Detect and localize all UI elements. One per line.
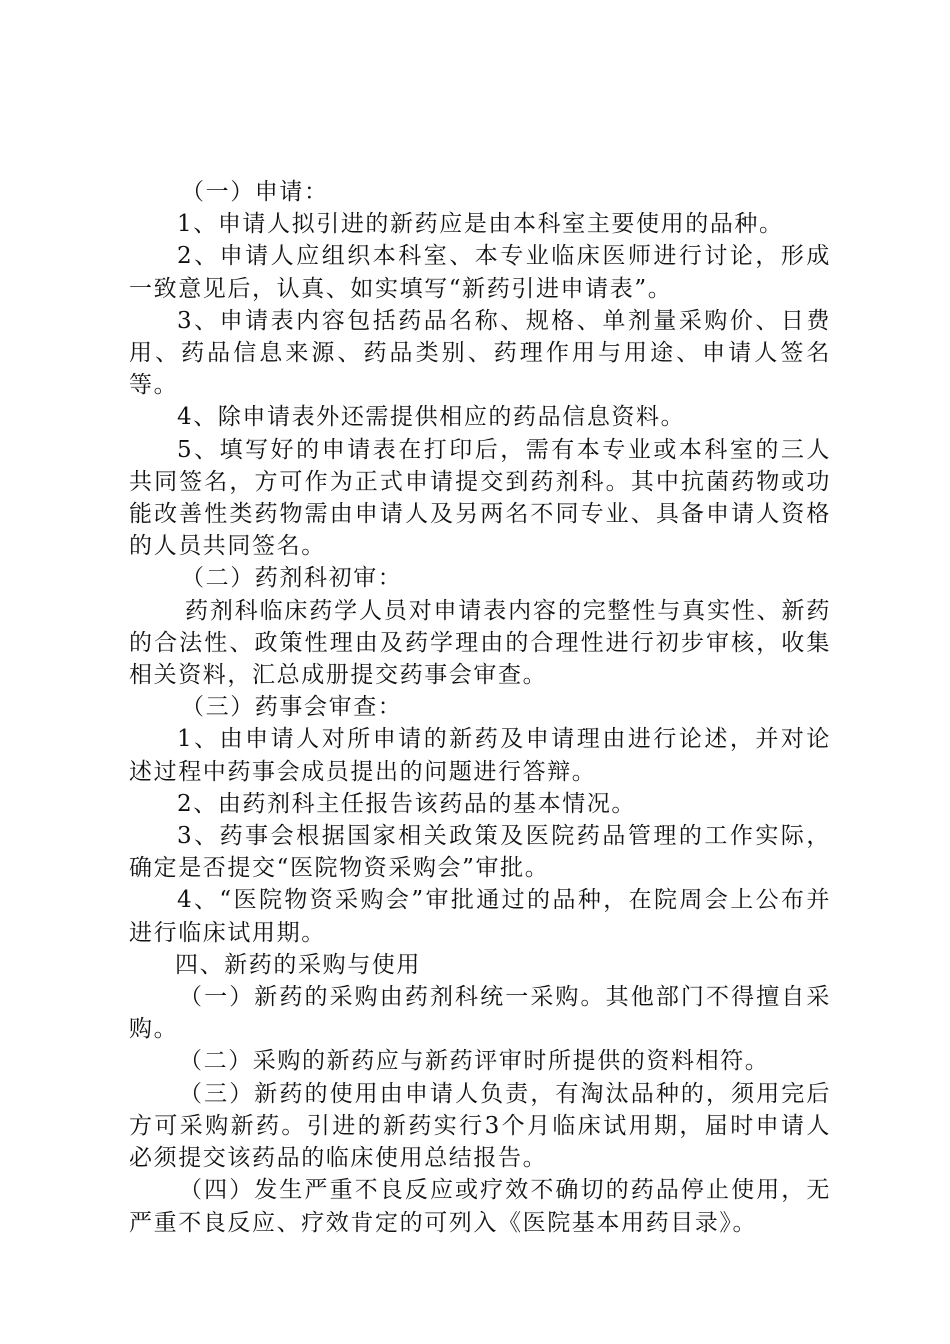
paragraph: 4、除申请表外还需提供相应的药品信息资料。 <box>177 404 686 431</box>
paragraph: （四）发生严重不良反应或疗效不确切的药品停止使用，无严重不良反应、疗效肯定的可列入《医院基本用药目录》。 <box>129 1177 831 1236</box>
paragraph: （三）新药的使用由申请人负责，有淘汰品种的，须用完后方可采购新药。引进的新药实行3个月临床试用期，届时申请人必须提交该药品的临床使用总结报告。 <box>129 1080 831 1172</box>
paragraph: 2、由药剂科主任报告该药品的基本情况。 <box>177 790 637 817</box>
paragraph: 3、申请表内容包括药品名称、规格、单剂量采购价、日费用、药品信息来源、药品类别、药理作用与用途、申请人签名等。 <box>129 307 831 399</box>
paragraph: 4、“医院物资采购会”审批通过的品种，在院周会上公布并进行临床试用期。 <box>129 887 831 946</box>
paragraph: （二）采购的新药应与新药评审时所提供的资料相符。 <box>179 1048 770 1075</box>
section-heading-pharmacy-review: （二）药剂科初审： <box>181 565 403 592</box>
paragraph: 3、药事会根据国家相关政策及医院药品管理的工作实际，确定是否提交“医院物资采购会”审批。 <box>129 823 831 882</box>
paragraph: 药剂科临床药学人员对申请表内容的完整性与真实性、新药的合法性、政策性理由及药学理由的合理性进行初步审核，收集相关资料，汇总成册提交药事会审查。 <box>129 597 831 689</box>
chapter-heading-purchase-and-use: 四、新药的采购与使用 <box>175 951 421 978</box>
paragraph: 2、申请人应组织本科室、本专业临床医师进行讨论，形成一致意见后，认真、如实填写“新药引进申请表”。 <box>129 243 831 302</box>
paragraph: 5、填写好的申请表在打印后，需有本专业或本科室的三人共同签名，方可作为正式申请提交到药剂科。其中抗菌药物或功能改善性类药物需由申请人及另两名不同专业、具备申请人资格的人员共同签名。 <box>129 436 831 560</box>
paragraph: （一）新药的采购由药剂科统一采购。其他部门不得擅自采购。 <box>129 984 831 1043</box>
document-body <box>129 176 831 1239</box>
paragraph: 1、由申请人对所申请的新药及申请理由进行论述，并对论述过程中药事会成员提出的问题进行答辩。 <box>129 726 831 785</box>
paragraph: 1、申请人拟引进的新药应是由本科室主要使用的品种。 <box>177 211 784 238</box>
section-heading-application: （一）申请： <box>181 179 329 205</box>
section-heading-committee-review: （三）药事会审查： <box>181 694 403 721</box>
